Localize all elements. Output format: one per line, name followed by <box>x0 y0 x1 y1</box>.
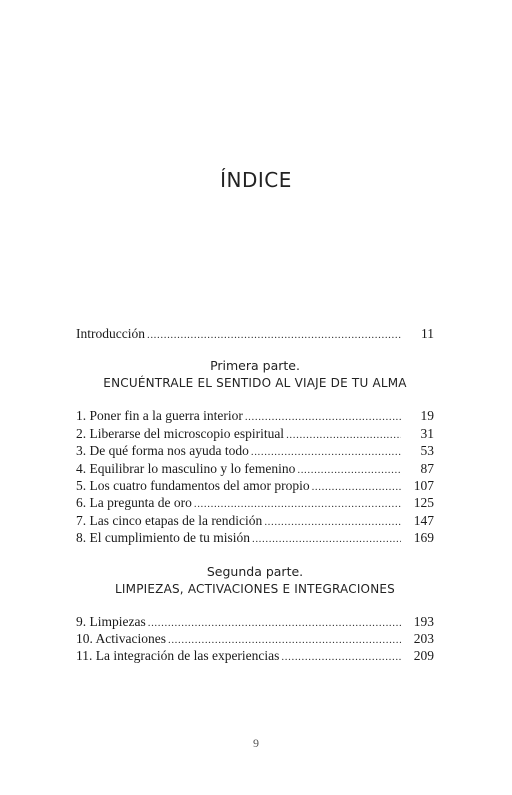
toc-entry <box>76 631 434 648</box>
toc-entry-page: 53 <box>420 443 434 459</box>
dot-leader <box>251 446 401 458</box>
toc-entry-label: 11. La integración de las experiencias <box>76 648 280 664</box>
part-subtitle: ENCUÉNTRALE EL SENTIDO AL VIAJE DE TU ALMA <box>103 376 407 391</box>
dot-leader <box>252 533 401 545</box>
toc-entry-label: 4. Equilibrar lo masculino y lo femenino <box>76 460 296 476</box>
part-title: Segunda parte. <box>206 563 304 579</box>
toc-entry-introduccion <box>76 326 434 343</box>
toc-entry <box>76 648 434 665</box>
dot-leader <box>281 651 401 663</box>
dot-leader <box>286 429 401 441</box>
dot-leader <box>147 329 401 341</box>
toc-entry-page: 147 <box>413 512 434 528</box>
page-title: ÍNDICE <box>220 168 292 192</box>
toc-entry-page: 31 <box>420 425 434 441</box>
toc-entry <box>76 513 434 530</box>
toc-entry <box>76 461 434 478</box>
dot-leader <box>312 481 401 493</box>
toc-entry-label: 5. Los cuatro fundamentos del amor propio <box>76 477 310 493</box>
toc-entry-label: Introducción <box>76 326 145 341</box>
toc-entry <box>76 426 434 443</box>
toc-entry <box>76 443 434 460</box>
table-of-contents <box>76 326 434 666</box>
toc-entry-label: 7. Las cinco etapas de la rendición <box>76 512 263 528</box>
dot-leader <box>297 464 401 476</box>
toc-entry-page: 19 <box>420 408 434 424</box>
dot-leader <box>194 498 401 510</box>
dot-leader <box>245 411 401 423</box>
toc-entry-label: 2. Liberarse del microscopio espiritual <box>76 425 285 441</box>
toc-entry <box>76 495 434 512</box>
dot-leader <box>148 617 401 629</box>
toc-entry <box>76 614 434 631</box>
part-heading-2 <box>76 563 434 598</box>
toc-entry-page: 209 <box>413 648 434 664</box>
dot-leader <box>264 516 401 528</box>
dot-leader <box>168 634 401 646</box>
toc-entry-label: 6. La pregunta de oro <box>76 495 192 511</box>
toc-entry <box>76 478 434 495</box>
part-heading-1 <box>76 357 434 392</box>
toc-entry <box>76 408 434 425</box>
toc-entry-page: 107 <box>413 477 434 493</box>
toc-entry-label: 10. Activaciones <box>76 630 166 646</box>
toc-entry-page: 125 <box>413 495 434 511</box>
toc-entry-page: 11 <box>421 326 434 341</box>
toc-entry-label: 8. El cumplimiento de tu misión <box>76 530 250 546</box>
toc-entry-page: 169 <box>413 530 434 546</box>
toc-entry-page: 87 <box>420 460 434 476</box>
part-title: Primera parte. <box>210 358 300 374</box>
toc-entry-page: 193 <box>413 613 434 629</box>
toc-entry-page: 203 <box>413 630 434 646</box>
toc-entry-label: 9. Limpiezas <box>76 613 146 629</box>
page-number: 9 <box>253 736 259 750</box>
toc-entry-label: 3. De qué forma nos ayuda todo <box>76 443 249 459</box>
toc-entry-label: 1. Poner fin a la guerra interior <box>76 408 243 424</box>
toc-entry <box>76 530 434 547</box>
part-subtitle: LIMPIEZAS, ACTIVACIONES E INTEGRACIONES <box>115 581 395 596</box>
